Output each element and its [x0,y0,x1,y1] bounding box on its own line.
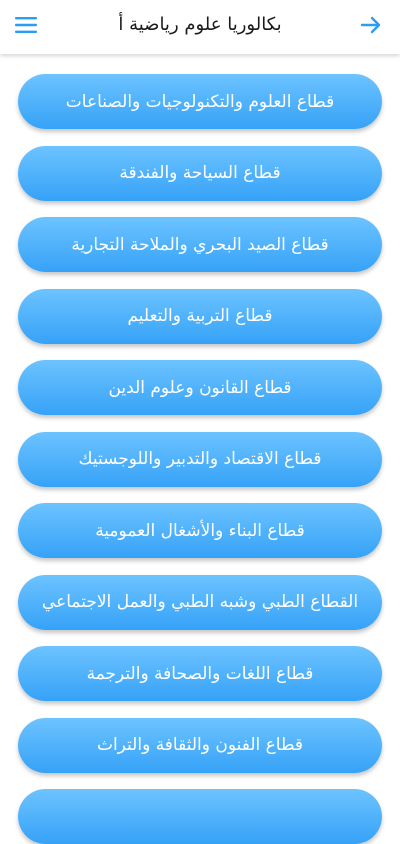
app-header [0,0,400,54]
sector-button-economics-logistics[interactable]: قطاع الاقتصاد والتدبير واللوجستيك [18,432,382,487]
hamburger-menu-icon[interactable] [9,8,43,42]
sector-button-tourism-hospitality[interactable]: قطاع السياحة والفندقة [18,146,382,201]
sector-button-construction[interactable]: قطاع البناء والأشغال العمومية [18,503,382,558]
sector-button-partial[interactable] [18,789,382,844]
sector-button-science-technology[interactable]: قطاع العلوم والتكنولوجيات والصناعات [18,74,382,129]
sector-button-medical-social[interactable]: القطاع الطبي وشبه الطبي والعمل الاجتماعي [18,575,382,630]
sector-button-arts-culture[interactable]: قطاع الفنون والثقافة والتراث [18,718,382,773]
sector-button-fishing-maritime[interactable]: قطاع الصيد البحري والملاحة التجارية [18,217,382,272]
sector-button-education[interactable]: قطاع التربية والتعليم [18,289,382,344]
back-arrow-icon[interactable] [354,8,388,42]
page-title: بكالوريا علوم رياضية أ [118,14,282,35]
sector-button-law-religion[interactable]: قطاع القانون وعلوم الدين [18,360,382,415]
sector-list [18,74,382,844]
sector-button-languages-journalism[interactable]: قطاع اللغات والصحافة والترجمة [18,646,382,701]
